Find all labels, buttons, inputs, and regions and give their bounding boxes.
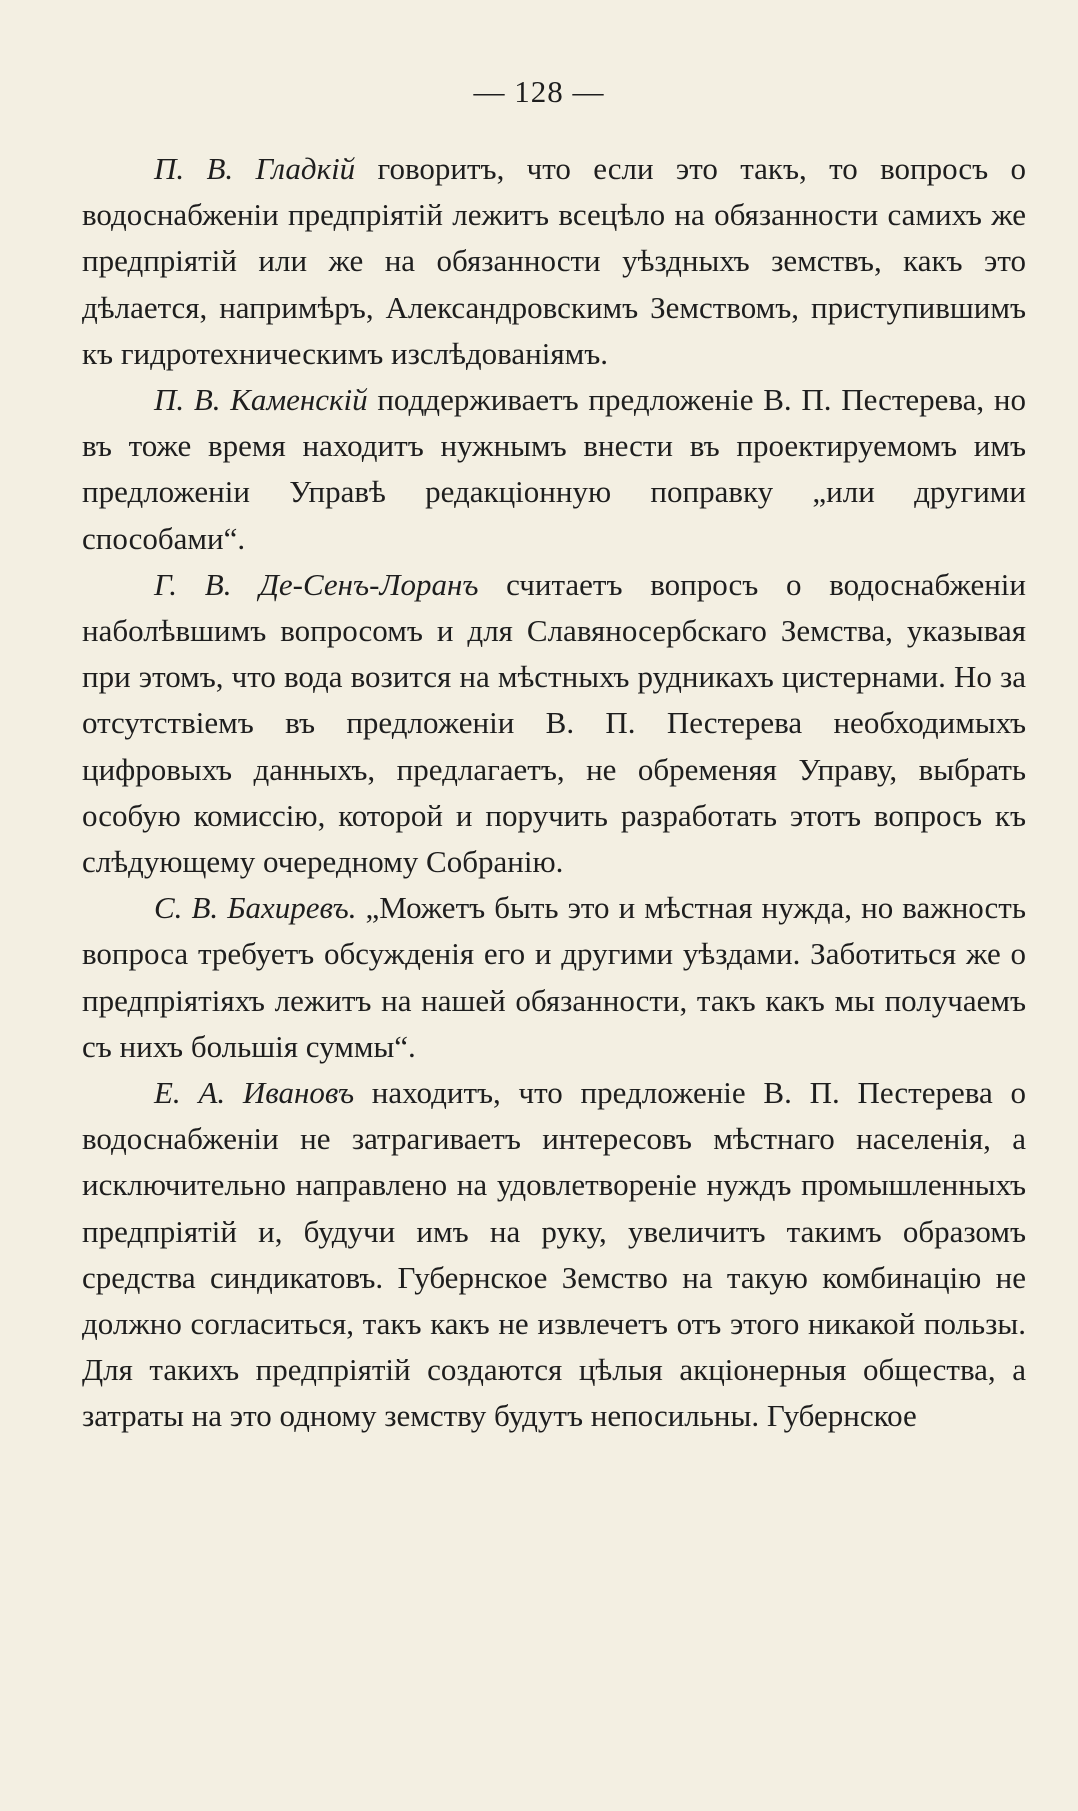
paragraph bbox=[82, 146, 1026, 377]
speaker-name: С. В. Бахиревъ. bbox=[154, 890, 357, 926]
speaker-name: Е. А. Ивановъ bbox=[154, 1075, 355, 1111]
paragraph-text: поддерживаетъ предложеніе В. П. Пестерева, но въ тоже время находитъ нужнымъ внести въ проектируемомъ имъ предложеніи Управѣ редакціонную поправку „или другими способами“. bbox=[82, 382, 1026, 556]
paragraph-text: „Можетъ быть это и мѣстная нужда, но важность вопроса требуетъ обсужденія его и другими уѣздами. Заботиться же о предпріятіяхъ лежитъ на нашей обязанности, такъ какъ мы получаемъ съ нихъ большія суммы“. bbox=[82, 890, 1026, 1064]
speaker-name: Г. В. Де-Сенъ-Лоранъ bbox=[154, 566, 479, 602]
paragraph bbox=[82, 1070, 1026, 1440]
paragraph bbox=[82, 377, 1026, 562]
document-body bbox=[82, 146, 1026, 1440]
speaker-name: П. В. Каменскій bbox=[154, 382, 368, 418]
paragraph-text: говоритъ, что если это такъ, то вопросъ о водоснабженіи предпріятій лежитъ всецѣло на обязанности самихъ же предпріятій или же на обязанности уѣздныхъ земствъ, какъ это дѣлается, напримѣръ, Александровскимъ Земствомъ, приступившимъ къ гидротехническимъ изслѣдованіямъ. bbox=[82, 151, 1026, 371]
paragraph bbox=[82, 562, 1026, 885]
page-number: — 128 — bbox=[473, 74, 605, 109]
paragraph bbox=[82, 885, 1026, 1070]
speaker-name: П. В. Гладкій bbox=[154, 151, 356, 186]
paragraph-text: находитъ, что предложеніе В. П. Пестерева о водоснабженіи не затрагиваетъ интересовъ мѣстнаго населенія, а исключительно направлено на удовлетвореніе нуждъ промышленныхъ предпріятій и, будучи имъ на руку, увеличитъ такимъ образомъ средства синдикатовъ. Губернское Земство на такую комбинацію не должно согласиться, такъ какъ не извлечетъ отъ этого никакой пользы. Для такихъ предпріятій создаются цѣлыя акціонерныя общества, а затраты на это одному земству будутъ непосильны. Губернское bbox=[82, 1075, 1026, 1434]
paragraph-text: считаетъ вопросъ о водоснабженіи наболѣвшимъ вопросомъ и для Славяносербскаго Земства, указывая при этомъ, что вода возится на мѣстныхъ рудникахъ цистернами. Но за отсутствіемъ въ предложеніи В. П. Пестерева необходимыхъ цифровыхъ данныхъ, предлагаетъ, не обременяя Управу, выбрать особую комиссію, которой и поручить разработать этотъ вопросъ къ слѣдующему очередному Собранію. bbox=[82, 566, 1027, 880]
